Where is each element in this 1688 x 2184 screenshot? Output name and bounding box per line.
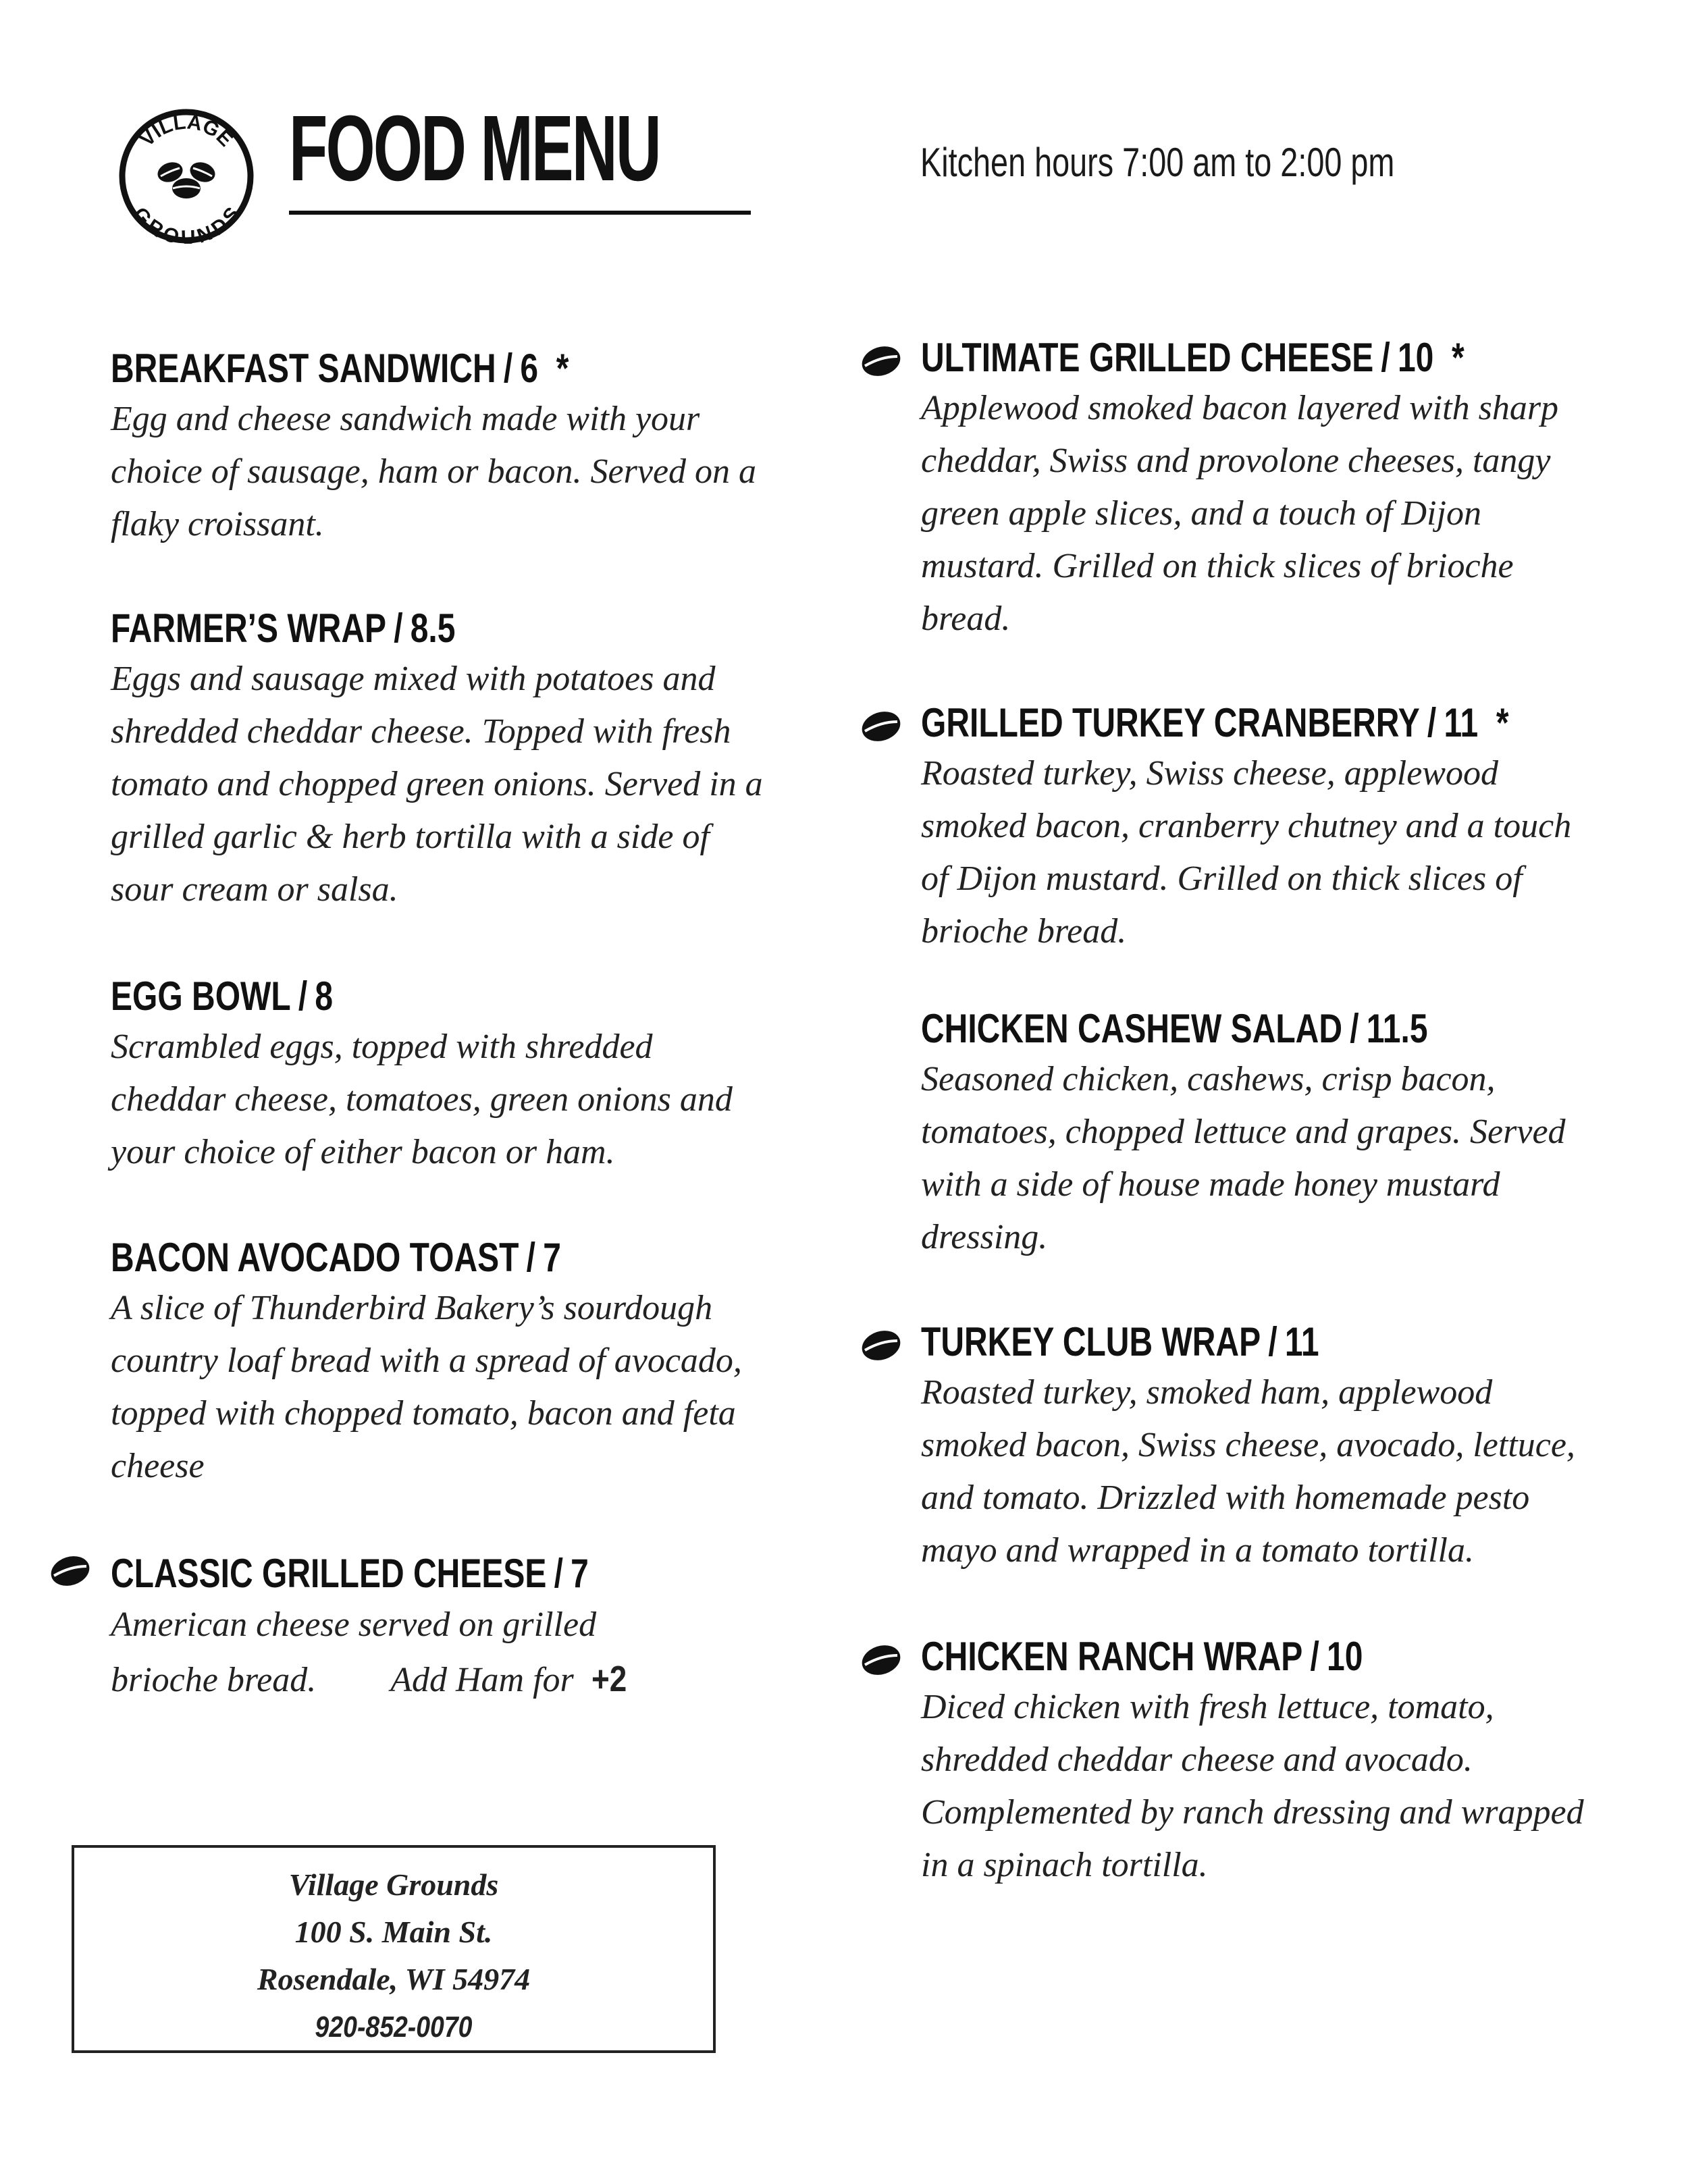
- phone-number: 920-852-0070: [315, 2010, 473, 2044]
- menu-item: [921, 1632, 1688, 1892]
- menu-item-title: [111, 972, 748, 1021]
- menu-item-description: [921, 382, 1688, 645]
- description-line: green apple slices, and a touch of Dijon: [921, 494, 1481, 533]
- menu-item: [921, 334, 1688, 645]
- menu-item-title: [921, 1632, 1558, 1681]
- menu-item-title: [111, 1233, 748, 1282]
- description-line: Egg and cheese sandwich made with your: [111, 400, 700, 438]
- price-separator: /: [526, 1235, 535, 1280]
- menu-item: [921, 1318, 1688, 1577]
- menu-item-name: EGG BOWL: [111, 974, 291, 1019]
- menu-item: [111, 1549, 907, 1707]
- price-separator: /: [298, 974, 308, 1019]
- description-line: your choice of either bacon or ham.: [111, 1133, 615, 1171]
- description-line: dressing.: [921, 1218, 1048, 1256]
- description-line: shredded cheddar cheese. Topped with fresh: [111, 712, 731, 751]
- menu-item-price: 8.5: [410, 606, 456, 651]
- description-line: smoked bacon, Swiss cheese, avocado, lettuce,: [921, 1426, 1575, 1464]
- menu-item-title: [111, 344, 748, 393]
- coffee-bean-icon: [860, 710, 903, 743]
- addon-text: Add Ham for: [390, 1661, 574, 1699]
- description-line: cheddar cheese, tomatoes, green onions and: [111, 1080, 733, 1119]
- description-line: in a spinach tortilla.: [921, 1846, 1208, 1884]
- description-line: bread.: [921, 600, 1011, 638]
- description-line: Scrambled eggs, topped with shredded: [111, 1028, 653, 1066]
- menu-item-name: FARMER’S WRAP: [111, 606, 386, 651]
- menu-item-description: [921, 1681, 1688, 1892]
- description-line: country loaf bread with a spread of avocado,: [111, 1341, 742, 1380]
- menu-item: [921, 699, 1688, 958]
- description-line: Seasoned chicken, cashews, crisp bacon,: [921, 1060, 1496, 1098]
- menu-item: [921, 1005, 1688, 1264]
- price-separator: /: [1350, 1006, 1359, 1051]
- menu-item-description: [111, 1282, 907, 1493]
- description-line: with a side of house made honey mustard: [921, 1165, 1500, 1204]
- menu-item-name: TURKEY CLUB WRAP: [921, 1319, 1261, 1364]
- page-title: FOOD MENU: [289, 97, 660, 201]
- addon-price: +2: [591, 1659, 627, 1699]
- description-line: A slice of Thunderbird Bakery’s sourdough: [111, 1289, 713, 1327]
- description-line: and tomato. Drizzled with homemade pesto: [921, 1479, 1530, 1517]
- city-state-zip: Rosendale, WI 54974: [257, 1962, 531, 1996]
- price-separator: /: [1427, 700, 1437, 745]
- logo-text-bottom: GROUNDS: [128, 203, 244, 244]
- price-separator: /: [394, 606, 403, 651]
- menu-item-price: 11: [1284, 1319, 1319, 1364]
- menu-item-title: [111, 604, 748, 653]
- menu-item: [111, 1233, 907, 1493]
- menu-item-name: BACON AVOCADO TOAST: [111, 1235, 519, 1280]
- menu-item-name: CHICKEN RANCH WRAP: [921, 1634, 1303, 1679]
- menu-item-price: 7: [571, 1551, 589, 1596]
- menu-item-price: 7: [543, 1235, 561, 1280]
- description-line: mustard. Grilled on thick slices of brioche: [921, 547, 1514, 585]
- menu-item-name: GRILLED TURKEY CRANBERRY: [921, 700, 1420, 745]
- menu-item-mark: *: [1452, 335, 1465, 380]
- description-line: Roasted turkey, Swiss cheese, applewood: [921, 754, 1498, 793]
- menu-item-price: 10: [1327, 1634, 1363, 1679]
- menu-item-price: 11.5: [1366, 1006, 1428, 1051]
- coffee-bean-icon: [860, 1643, 903, 1677]
- phone-line: [74, 2003, 713, 2051]
- menu-item-name: CLASSIC GRILLED CHEESE: [111, 1551, 547, 1596]
- coffee-bean-icon: [860, 344, 903, 378]
- description-line: shredded cheddar cheese and avocado.: [921, 1740, 1473, 1779]
- logo-text-top: VILLAGE: [135, 111, 238, 151]
- price-separator: /: [503, 346, 513, 391]
- menu-item-price: 10: [1397, 335, 1434, 380]
- description-line: smoked bacon, cranberry chutney and a touch: [921, 807, 1572, 845]
- menu-item-title: [921, 1318, 1558, 1366]
- menu-item-price: 11: [1444, 700, 1479, 745]
- menu-item: [111, 604, 907, 916]
- menu-item-title: [921, 334, 1558, 382]
- menu-item-price: 6: [520, 346, 539, 391]
- description-line: Eggs and sausage mixed with potatoes and: [111, 660, 716, 698]
- menu-item-name: BREAKFAST SANDWICH: [111, 346, 496, 391]
- description-line: cheese: [111, 1447, 205, 1485]
- menu-item-title: [921, 1005, 1558, 1053]
- description-line: cheddar, Swiss and provolone cheeses, tangy: [921, 442, 1551, 480]
- coffee-bean-icon: [49, 1554, 92, 1588]
- menu-item-price: 8: [315, 974, 334, 1019]
- menu-item-description: [111, 1598, 907, 1707]
- description-line: [111, 1652, 907, 1707]
- address-box: [72, 1845, 716, 2053]
- svg-text:VILLAGE: [136, 111, 237, 151]
- menu-item-mark: *: [556, 346, 569, 391]
- description-line: flaky croissant.: [111, 505, 324, 543]
- menu-item-description: [921, 1366, 1688, 1577]
- description-line: Roasted turkey, smoked ham, applewood: [921, 1373, 1493, 1412]
- menu-item-description: [921, 747, 1688, 958]
- title-underline: [289, 211, 751, 215]
- menu-item-mark: *: [1496, 700, 1509, 745]
- business-name: Village Grounds: [288, 1867, 499, 1902]
- description-line: topped with chopped tomato, bacon and feta: [111, 1394, 736, 1433]
- menu-item-description: [111, 653, 907, 916]
- description-text: brioche bread.: [111, 1661, 317, 1699]
- street-address: 100 S. Main St.: [294, 1915, 493, 1949]
- description-line: grilled garlic & herb tortilla with a side of: [111, 818, 710, 856]
- description-line: tomatoes, chopped lettuce and grapes. Served: [921, 1113, 1566, 1151]
- description-line: American cheese served on grilled: [111, 1605, 597, 1644]
- menu-item-title: [111, 1549, 748, 1598]
- description-line: sour cream or salsa.: [111, 870, 398, 909]
- description-line: of Dijon mustard. Grilled on thick slices of: [921, 859, 1523, 898]
- village-grounds-logo: [119, 109, 254, 244]
- description-line: choice of sausage, ham or bacon. Served on a: [111, 452, 757, 491]
- menu-item-description: [111, 1021, 907, 1179]
- description-line: tomato and chopped green onions. Served in a: [111, 765, 763, 803]
- description-line: mayo and wrapped in a tomato tortilla.: [921, 1531, 1474, 1570]
- description-line: brioche bread.: [921, 912, 1127, 951]
- description-line: Complemented by ranch dressing and wrapped: [921, 1793, 1584, 1832]
- menu-item-title: [921, 699, 1558, 747]
- price-separator: /: [1381, 335, 1390, 380]
- kitchen-hours: Kitchen hours 7:00 am to 2:00 pm: [920, 140, 1395, 185]
- price-separator: /: [1268, 1319, 1277, 1364]
- description-line: Diced chicken with fresh lettuce, tomato,: [921, 1688, 1494, 1726]
- menu-item-description: [111, 393, 907, 551]
- price-separator: /: [554, 1551, 563, 1596]
- coffee-bean-icon: [860, 1329, 903, 1362]
- menu-item-name: ULTIMATE GRILLED CHEESE: [921, 335, 1374, 380]
- menu-item-name: CHICKEN CASHEW SALAD: [921, 1006, 1342, 1051]
- menu-item: [111, 344, 907, 551]
- menu-item-description: [921, 1053, 1688, 1264]
- menu-item: [111, 972, 907, 1179]
- price-separator: /: [1310, 1634, 1319, 1679]
- description-line: Applewood smoked bacon layered with sharp: [921, 389, 1559, 427]
